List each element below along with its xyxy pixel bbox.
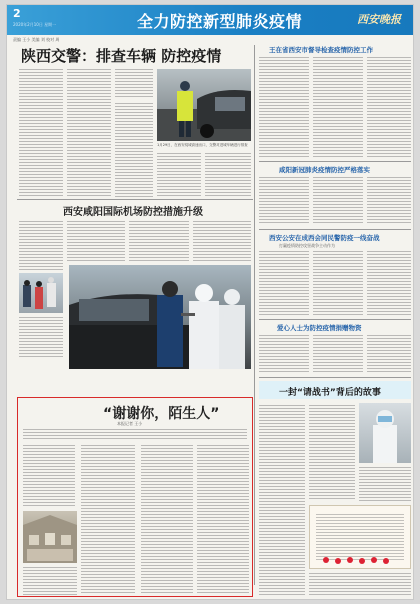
article-column: [259, 405, 305, 595]
banner-headline: 全力防控新型肺炎疫情: [137, 12, 303, 31]
feature-byline: 本报记者 王小: [117, 421, 143, 426]
article-column: [259, 57, 309, 157]
warehouse-photo: [23, 511, 77, 563]
right-headline-3: 西安公安在成西会同民警防疫一线奋战: [269, 234, 380, 242]
section-divider: [259, 377, 411, 378]
traffic-police-photo: [157, 69, 251, 141]
right-headline-2: 咸阳新冠肺炎疫情防控严格落实: [279, 166, 370, 174]
temperature-check-photo: [69, 265, 251, 369]
feature-column: [81, 445, 135, 595]
page-banner: [7, 5, 413, 35]
article-column: [67, 69, 111, 197]
article-column: [115, 69, 153, 99]
article-column: [19, 317, 63, 359]
article-column: [19, 221, 63, 271]
article-column: [115, 103, 153, 197]
article-column: [313, 57, 363, 157]
main-headline: 陕西交警：排查车辆 防控疫情: [21, 47, 222, 65]
article-column: [367, 57, 411, 157]
article-column: [313, 335, 363, 373]
article-column: [367, 177, 411, 225]
feature-column: [23, 445, 75, 507]
article-column: [259, 177, 309, 225]
article-column: [157, 153, 201, 197]
right-subhead-3: 打赢疫情防控攻坚战争主动作为: [279, 243, 335, 248]
article-column: [367, 335, 411, 373]
right-headline-1: 王在省西安市督导检查疫情防控工作: [269, 46, 373, 54]
newspaper-page: [6, 4, 414, 600]
airport-headline: 西安咸阳国际机场防控措施升级: [63, 207, 203, 218]
article-column: [359, 467, 411, 501]
article-column: [259, 335, 309, 373]
article-column: [193, 221, 251, 261]
section-divider: [259, 161, 411, 162]
date-line: 2020年2月10日 星期一: [13, 22, 57, 27]
right-headline-5: 一封“请战书”背后的故事: [279, 388, 381, 398]
article-column: [19, 69, 63, 197]
feature-intro: [23, 429, 247, 441]
newspaper-logo: 西安晚报: [357, 13, 401, 26]
section-divider: [259, 319, 411, 320]
article-column: [309, 573, 411, 595]
article-column: [129, 221, 189, 261]
feature-column: [23, 567, 77, 595]
column-divider: [254, 45, 255, 585]
photo-caption: 1月29日，在西安绕城高速出口，交警对进城车辆进行排查: [157, 143, 248, 147]
article-column: [313, 177, 363, 225]
feature-column: [141, 445, 193, 595]
page-number: 2: [13, 7, 21, 20]
feature-column: [197, 445, 249, 595]
article-column: [67, 221, 125, 261]
request-letter-photo: [309, 505, 411, 569]
article-column: [259, 251, 309, 315]
right-headline-4: 爱心人士为防控疫情捐赠物资: [277, 324, 362, 332]
medic-photo: [359, 403, 411, 463]
section-divider: [17, 199, 253, 200]
edition-info: 责编 王小 美编 刘 校对 周: [13, 37, 60, 42]
article-column: [313, 251, 363, 315]
article-column: [205, 153, 251, 197]
section-divider: [259, 229, 411, 230]
article-column: [309, 405, 355, 501]
article-column: [367, 251, 411, 315]
airport-photo: [19, 273, 63, 313]
feature-headline: “谢谢你，陌生人”: [103, 406, 220, 422]
